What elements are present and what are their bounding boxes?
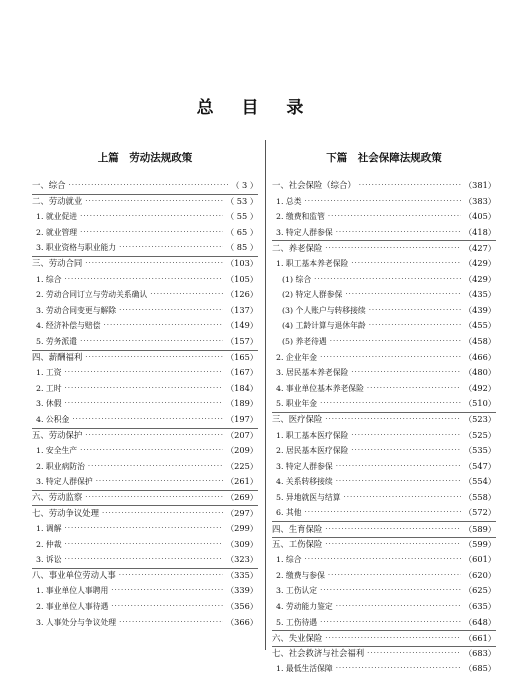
toc-entry[interactable] <box>272 303 496 319</box>
toc-entry-page: （648） <box>463 616 496 627</box>
toc-entry-page: （137） <box>225 304 258 315</box>
toc-entry-label: 3. 工伤认定 <box>276 586 318 596</box>
dot-leader <box>320 583 461 599</box>
toc-entry-page: （ 65 ） <box>226 226 258 237</box>
toc-entry-page: （209） <box>225 445 258 456</box>
toc-entry[interactable] <box>32 178 258 194</box>
toc-entry[interactable] <box>32 318 258 334</box>
toc-entry-label: 3. 特定人群保护 <box>36 477 93 487</box>
toc-entry[interactable] <box>272 490 496 506</box>
dot-leader <box>367 646 461 662</box>
toc-entry-label: 3. 劳动合同变更与解除 <box>36 305 117 315</box>
toc-entry-label: 1. 职工基本医疗保险 <box>276 430 349 440</box>
dot-leader <box>119 568 223 584</box>
toc-entry-label: 二、劳动就业 <box>32 196 83 207</box>
toc-entry-page: （189） <box>225 398 258 409</box>
toc-entry-page: （339） <box>225 585 258 596</box>
toc-entry-label: 4. 劳动能力鉴定 <box>276 602 333 612</box>
toc-entry-page: （225） <box>225 460 258 471</box>
toc-entry[interactable] <box>32 474 258 490</box>
toc-entry-label: 2. 工时 <box>36 383 62 393</box>
toc-entry[interactable] <box>272 428 496 444</box>
toc-entry-label: 2. 缴费与参保 <box>276 570 325 580</box>
toc-entry-page: （165） <box>225 352 258 363</box>
toc-entry-label: 5. 劳务派遣 <box>36 336 78 346</box>
toc-entry[interactable] <box>32 568 258 584</box>
toc-entry[interactable] <box>272 568 496 584</box>
toc-entry-page: （466） <box>463 351 496 362</box>
toc-entry-page: （356） <box>225 601 258 612</box>
toc-entry-page: （435） <box>463 289 496 300</box>
toc-entry-page: （554） <box>463 476 496 487</box>
toc-entry-label: 四、生育保险 <box>272 523 323 534</box>
part-title: 上篇 劳动法规政策 <box>97 152 193 164</box>
toc-entry-page: （458） <box>463 335 496 346</box>
toc-entry-page: （510） <box>463 398 496 409</box>
dot-leader <box>85 490 223 506</box>
toc-column-part-1 <box>32 150 258 630</box>
toc-entry-label: 1. 安全生产 <box>36 446 78 456</box>
toc-entry-label: 一、综合 <box>32 180 66 190</box>
toc-entry-label: 4. 关系转移接续 <box>276 477 333 487</box>
toc-entry-label: 6. 其他 <box>276 508 302 518</box>
toc-entry-page: （261） <box>225 476 258 487</box>
toc-entry[interactable] <box>32 209 258 225</box>
toc-entry-label: 1. 就业促进 <box>36 212 78 222</box>
toc-entries <box>32 178 258 630</box>
toc-entry-label: 四、薪酬福利 <box>32 352 83 363</box>
toc-entry[interactable] <box>32 272 258 288</box>
toc-entry[interactable] <box>272 225 496 241</box>
toc-entry-label: (2) 特定人群参保 <box>282 290 343 300</box>
toc-entry-page: （105） <box>225 273 258 284</box>
toc-entry-label: 六、失业保险 <box>272 632 323 643</box>
toc-entry-page: （558） <box>463 491 496 502</box>
toc-entry[interactable] <box>272 334 496 350</box>
toc-entry-page: （167） <box>225 367 258 378</box>
toc-entry[interactable] <box>32 490 258 506</box>
dot-leader <box>80 443 223 459</box>
toc-entry[interactable] <box>32 599 258 615</box>
toc-entry-page: （157） <box>225 335 258 346</box>
dot-leader <box>367 381 461 397</box>
toc-entry-page: （427） <box>463 242 496 253</box>
toc-entry-label: 六、劳动监察 <box>32 492 83 503</box>
toc-entry[interactable] <box>272 365 496 381</box>
dot-leader <box>325 412 461 428</box>
toc-entry[interactable] <box>272 443 496 459</box>
dot-leader <box>150 287 223 303</box>
column-divider <box>265 140 266 650</box>
toc-entry[interactable] <box>32 365 258 381</box>
toc-entry-label: 七、社会救济与社会福利 <box>272 648 365 659</box>
toc-entry[interactable] <box>272 646 496 662</box>
toc-entry-page: （455） <box>463 320 496 331</box>
dot-leader <box>65 521 223 537</box>
dot-leader <box>119 240 223 256</box>
toc-entry[interactable] <box>32 396 258 412</box>
part-title: 下篇 社会保障法规政策 <box>326 152 442 164</box>
toc-entry[interactable] <box>272 630 496 646</box>
dot-leader <box>359 178 461 194</box>
toc-entry[interactable] <box>32 412 258 428</box>
toc-entry-label: (4) 工龄计算与退休年龄 <box>282 321 366 331</box>
toc-entry-page: （323） <box>225 554 258 565</box>
toc-entry-page: （383） <box>463 195 496 206</box>
dot-leader <box>85 194 223 210</box>
dot-leader <box>320 396 461 412</box>
toc-entry[interactable] <box>272 474 496 490</box>
dot-leader <box>85 350 223 366</box>
toc-entry-page: （418） <box>463 226 496 237</box>
toc-entry-label: 3. 特定人群参保 <box>276 461 333 471</box>
toc-column-part-2 <box>272 150 496 677</box>
toc-entry-page: （547） <box>463 460 496 471</box>
toc-entry-label: 5. 异地就医与结算 <box>276 492 341 502</box>
toc-entry[interactable] <box>272 521 496 537</box>
toc-entry-label: 2. 企业年金 <box>276 352 318 362</box>
dot-leader <box>351 428 461 444</box>
toc-entry-page: （149） <box>225 320 258 331</box>
dot-leader <box>102 506 223 522</box>
toc-entry[interactable] <box>32 303 258 319</box>
dot-leader <box>65 272 223 288</box>
toc-entry[interactable] <box>272 599 496 615</box>
toc-entry[interactable] <box>272 505 496 521</box>
dot-leader <box>330 334 461 350</box>
toc-entry-label: 1. 总类 <box>276 196 302 206</box>
toc-entry-label: 4. 事业单位基本养老保险 <box>276 383 364 393</box>
dot-leader <box>351 443 461 459</box>
toc-entry-label: 2. 就业管理 <box>36 227 78 237</box>
toc-entry[interactable] <box>32 240 258 256</box>
toc-entry[interactable] <box>272 661 496 677</box>
toc-entry-page: （126） <box>225 289 258 300</box>
dot-leader <box>85 428 223 444</box>
toc-entry-page: （572） <box>463 507 496 518</box>
toc-entry-label: 1. 最低生活保障 <box>276 664 333 674</box>
toc-entry-page: （525） <box>463 429 496 440</box>
dot-leader <box>344 490 461 506</box>
toc-entry-label: (1) 综合 <box>282 274 312 284</box>
toc-entry[interactable] <box>32 194 258 210</box>
dot-leader <box>111 583 223 599</box>
dot-leader <box>119 303 223 319</box>
toc-entry-label: 1. 工资 <box>36 368 62 378</box>
toc-entry[interactable] <box>272 396 496 412</box>
toc-entry-label: 3. 诉讼 <box>36 555 62 565</box>
dot-leader <box>328 568 461 584</box>
toc-entry[interactable] <box>32 537 258 553</box>
toc-entry-label: 3. 休假 <box>36 399 62 409</box>
toc-entry[interactable] <box>32 256 258 272</box>
dot-leader <box>314 272 461 288</box>
dot-leader <box>88 459 223 475</box>
toc-entry-label: 4. 公积金 <box>36 414 70 424</box>
toc-entry-label: 3. 职业资格与职业能力 <box>36 243 117 253</box>
page-title: 总 目 录 <box>196 98 315 118</box>
toc-entry-page: （661） <box>463 632 496 643</box>
toc-entry-page: （685） <box>463 663 496 674</box>
toc-entry[interactable] <box>32 443 258 459</box>
toc-entry[interactable] <box>272 537 496 553</box>
toc-entry[interactable] <box>32 552 258 568</box>
toc-entry[interactable] <box>272 552 496 568</box>
toc-entry-page: （683） <box>463 648 496 659</box>
toc-entry[interactable] <box>32 583 258 599</box>
toc-entry[interactable] <box>272 615 496 631</box>
dot-leader <box>320 350 461 366</box>
toc-entry-label: 三、劳动合同 <box>32 258 83 269</box>
toc-entry-label: 5. 职业年金 <box>276 399 318 409</box>
dot-leader <box>305 194 461 210</box>
toc-entry-label: (5) 养老待遇 <box>282 336 327 346</box>
dot-leader <box>325 241 461 257</box>
toc-entry-page: （492） <box>463 382 496 393</box>
toc-entry-page: （620） <box>463 569 496 580</box>
toc-entry[interactable] <box>32 334 258 350</box>
toc-entry-page: （184） <box>225 382 258 393</box>
dot-leader <box>328 209 461 225</box>
toc-entry[interactable] <box>32 225 258 241</box>
dot-leader <box>325 522 461 538</box>
toc-entry-page: （197） <box>225 413 258 424</box>
toc-entry-page: （309） <box>225 538 258 549</box>
toc-entry-label: 2. 居民基本医疗保险 <box>276 446 349 456</box>
toc-entry-label: 一、社会保险（综合） <box>272 180 356 190</box>
dot-leader <box>65 365 223 381</box>
toc-entry[interactable] <box>272 459 496 475</box>
dot-leader <box>80 334 223 350</box>
toc-entry-label: 二、养老保险 <box>272 242 323 253</box>
toc-entry[interactable] <box>272 350 496 366</box>
toc-entry-page: （589） <box>463 523 496 534</box>
toc-entry[interactable] <box>272 318 496 334</box>
toc-entry[interactable] <box>32 521 258 537</box>
toc-entry-label: 5. 工伤待遇 <box>276 617 318 627</box>
toc-entry[interactable] <box>32 350 258 366</box>
toc-entry[interactable] <box>272 209 496 225</box>
toc-entry-page: （103） <box>225 258 258 269</box>
toc-entry[interactable] <box>272 272 496 288</box>
toc-entry-page: （429） <box>463 273 496 284</box>
toc-entry[interactable] <box>272 178 496 194</box>
dot-leader <box>336 474 461 490</box>
toc-entry[interactable] <box>272 583 496 599</box>
dot-leader <box>336 225 461 241</box>
toc-entry-label: 1. 综合 <box>36 274 62 284</box>
dot-leader <box>65 381 223 397</box>
dot-leader <box>369 303 461 319</box>
toc-entry[interactable] <box>272 381 496 397</box>
toc-entry-label: 2. 劳动合同订立与劳动关系确认 <box>36 290 148 300</box>
dot-leader <box>65 537 223 553</box>
dot-leader <box>80 225 223 241</box>
toc-entry[interactable] <box>32 287 258 303</box>
toc-entry-label: 八、事业单位劳动人事 <box>32 570 116 581</box>
toc-entry[interactable] <box>272 240 496 256</box>
toc-entry[interactable] <box>272 194 496 210</box>
dot-leader <box>369 318 461 334</box>
toc-entry[interactable] <box>32 381 258 397</box>
dot-leader <box>351 256 461 272</box>
toc-entry[interactable] <box>272 412 496 428</box>
toc-entry-page: （601） <box>463 554 496 565</box>
toc-entry-page: （381） <box>463 180 496 190</box>
dot-leader <box>65 396 223 412</box>
toc-entry-page: （297） <box>225 507 258 518</box>
toc-entry-label: 3. 特定人群参保 <box>276 227 333 237</box>
toc-entry[interactable] <box>32 505 258 521</box>
toc-entry[interactable] <box>272 287 496 303</box>
toc-entry[interactable] <box>32 615 258 631</box>
toc-entry-label: 2. 缴费和监管 <box>276 212 325 222</box>
dot-leader <box>305 505 461 521</box>
toc-entry-page: （523） <box>463 414 496 425</box>
dot-leader <box>69 178 229 194</box>
toc-entry-page: （405） <box>463 211 496 222</box>
toc-entry[interactable] <box>272 256 496 272</box>
dot-leader <box>111 599 223 615</box>
toc-entry-page: （439） <box>463 304 496 315</box>
toc-entry-label: 七、劳动争议处理 <box>32 507 99 518</box>
dot-leader <box>96 474 223 490</box>
toc-entry-label: 1. 综合 <box>276 555 302 565</box>
toc-entry-label: 2. 职业病防治 <box>36 461 85 471</box>
toc-entry[interactable] <box>32 428 258 444</box>
dot-leader <box>325 631 461 647</box>
dot-leader <box>351 365 461 381</box>
toc-entry[interactable] <box>32 459 258 475</box>
toc-entry-page: （ 55 ） <box>226 211 258 222</box>
dot-leader <box>104 318 223 334</box>
dot-leader <box>336 459 461 475</box>
toc-entry-page: （335） <box>225 570 258 581</box>
toc-entry-page: （635） <box>463 601 496 612</box>
toc-entry-page: （599） <box>463 539 496 550</box>
toc-entries <box>272 178 496 677</box>
toc-entry-page: （366） <box>225 616 258 627</box>
toc-entry-page: （535） <box>463 445 496 456</box>
toc-entry-label: 1. 事业单位人事聘用 <box>36 586 109 596</box>
dot-leader <box>80 209 223 225</box>
toc-entry-label: 2. 仲裁 <box>36 539 62 549</box>
toc-entry-label: 三、医疗保险 <box>272 414 323 425</box>
toc-entry-page: （480） <box>463 367 496 378</box>
dot-leader <box>325 537 461 553</box>
toc-entry-label: 4. 经济补偿与赔偿 <box>36 321 101 331</box>
dot-leader <box>320 615 461 631</box>
toc-entry-page: （ 3 ） <box>231 180 258 190</box>
toc-entry-label: 1. 调解 <box>36 524 62 534</box>
dot-leader <box>65 552 223 568</box>
dot-leader <box>119 615 223 631</box>
dot-leader <box>345 287 461 303</box>
dot-leader <box>336 599 461 615</box>
dot-leader <box>72 412 223 428</box>
toc-entry-page: （207） <box>225 430 258 440</box>
toc-entry-label: 3. 居民基本养老保险 <box>276 368 349 378</box>
toc-entry-label: 2. 事业单位人事待遇 <box>36 602 109 612</box>
toc-entry-page: （ 85 ） <box>226 242 258 253</box>
toc-entry-page: （429） <box>463 257 496 268</box>
toc-entry-page: （299） <box>225 523 258 534</box>
toc-entry-label: 1. 职工基本养老保险 <box>276 258 349 268</box>
toc-entry-page: （625） <box>463 585 496 596</box>
dot-leader <box>336 661 461 677</box>
toc-entry-label: 五、工伤保险 <box>272 539 323 550</box>
toc-entry-label: 五、劳动保护 <box>32 430 83 440</box>
toc-entry-label: (3) 个人账户与转移接续 <box>282 305 366 315</box>
dot-leader <box>85 256 223 272</box>
dot-leader <box>305 552 461 568</box>
toc-entry-label: 3. 人事处分与争议处理 <box>36 617 117 627</box>
toc-entry-page: （ 53 ） <box>226 196 258 207</box>
toc-entry-page: （269） <box>225 492 258 503</box>
